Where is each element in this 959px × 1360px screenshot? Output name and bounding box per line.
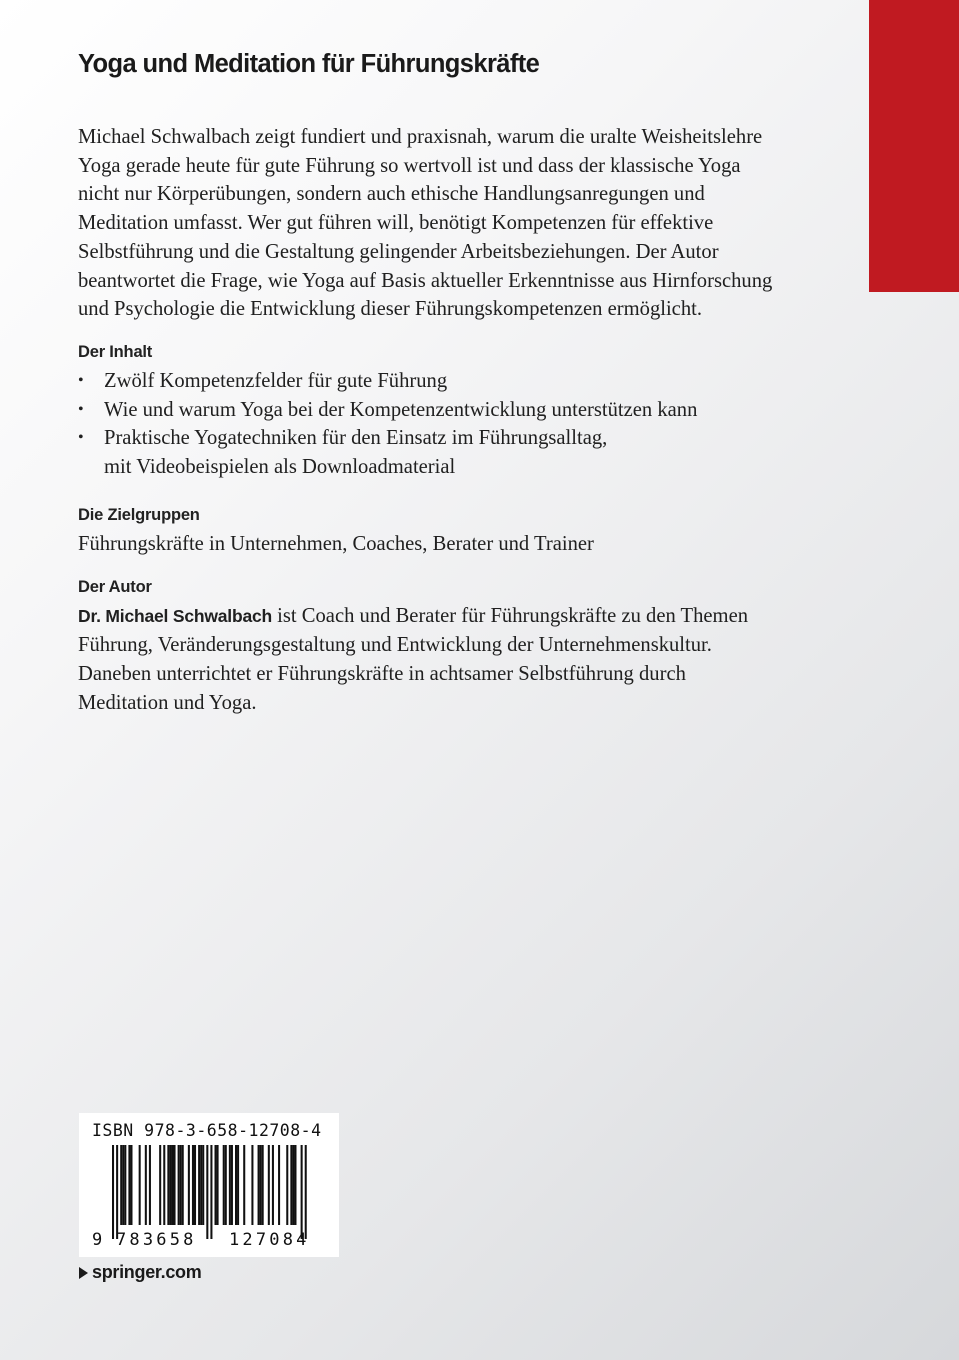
barcode-bar [200,1145,202,1225]
arrow-right-icon [79,1267,88,1279]
zielgruppen-text: Führungskräfte in Unternehmen, Coaches, Berater und Trainer [78,532,594,555]
barcode-bar [235,1145,237,1225]
barcode-bar [225,1145,227,1225]
inhalt-heading: Der Inhalt [78,342,153,361]
barcode-bar [272,1145,274,1225]
barcode-guard-bar [210,1145,212,1239]
barcode-bar [120,1145,122,1225]
barcode-bar [268,1145,270,1225]
barcode-bar [159,1145,161,1225]
list-item-text: Wie und warum Yoga bei der Kompetenzentwicklung unterstützen kann [104,398,698,421]
barcode-bar [124,1145,126,1225]
red-accent-bar [869,0,959,292]
intro-line: Selbstführung und die Gestaltung gelingender Arbeitsbeziehungen. Der Autor [78,240,719,263]
barcode-bar [145,1145,147,1225]
isbn-label: ISBN 978-3-658-12708-4 [92,1121,322,1140]
publisher-link[interactable] [79,1262,201,1283]
list-item [78,367,818,396]
barcode-bar [258,1145,260,1225]
barcode-bar [229,1145,231,1225]
list-item-text-continued: mit Videobeispielen als Downloadmaterial [104,456,456,479]
intro-line: und Psychologie die Entwicklung dieser Führungskompetenzen ermöglicht. [78,298,702,321]
autor-first-line-text: ist Coach und Berater für Führungskräfte zu den Themen [272,605,749,628]
barcode-guard-bar [206,1145,208,1239]
barcode-bar [278,1145,280,1225]
zielgruppen-heading: Die Zielgruppen [78,505,200,524]
barcode-bar [139,1145,141,1225]
barcode-bar [217,1145,219,1225]
website-text: springer.com [92,1262,202,1282]
autor-line: Daneben unterrichtet er Führungskräfte in achtsamer Selbstführung durch [78,662,686,685]
intro-line: nicht nur Körperübungen, sondern auch ethische Handlungsanregungen und [78,183,705,206]
barcode-bar [243,1145,245,1225]
barcode-bar [178,1145,180,1225]
barcode-bar [202,1145,204,1225]
intro-paragraph [78,123,818,324]
bullet-icon: • [78,400,84,418]
autor-line: Führung, Veränderungsgestaltung und Entwicklung der Unternehmenskultur. [78,634,712,657]
barcode-bar [167,1145,169,1225]
autor-heading: Der Autor [78,578,152,597]
barcode-guard-bar [116,1145,118,1239]
barcode-guard-bar [301,1145,303,1239]
barcode-bar [262,1145,264,1225]
autor-line: Meditation und Yoga. [78,691,257,714]
barcode-guard-bar [112,1145,114,1239]
barcode-bar [290,1145,292,1225]
barcode-guard-bar [305,1145,307,1239]
barcode-bar [122,1145,124,1225]
barcode-bar [188,1145,190,1225]
intro-line: Meditation umfasst. Wer gut führen will, benötigt Kompetenzen für effektive [78,212,714,235]
barcode-bar [251,1145,253,1225]
list-item-text: Praktische Yogatechniken für den Einsatz im Führungsalltag, [104,427,608,450]
barcode-bar [198,1145,200,1225]
autor-first-line [78,602,818,631]
barcode-bar [163,1145,165,1225]
intro-line: Yoga gerade heute für gute Führung so wertvoll ist und dass der klassische Yoga [78,154,741,177]
barcode-bar [174,1145,176,1225]
intro-line: beantwortet die Frage, wie Yoga auf Basis aktueller Erkenntnisse aus Hirnforschung [78,269,773,292]
autor-paragraph [78,602,818,717]
book-title: Yoga und Meditation für Führungskräfte [78,50,540,78]
barcode-bar [149,1145,151,1225]
ean-right-digits: 127084 [229,1230,310,1250]
inhalt-list [78,367,818,482]
barcode-bar [260,1145,262,1225]
barcode-bar [237,1145,239,1225]
isbn-barcode [79,1113,339,1257]
back-cover-content [78,44,818,717]
barcode-bar [180,1145,182,1225]
list-item [78,396,818,425]
barcode-bar [169,1145,171,1225]
barcode-bar [292,1145,294,1225]
barcode-bar [294,1145,296,1225]
barcode-bar [130,1145,132,1225]
barcode-bar [215,1145,217,1225]
author-name: Dr. Michael Schwalbach [78,606,273,627]
barcode-bar [128,1145,130,1225]
bullet-icon: • [78,371,84,389]
barcode-bar [171,1145,173,1225]
barcode-bar [223,1145,225,1225]
barcode-bar [231,1145,233,1225]
ean-left-digits: 783658 [116,1230,197,1250]
barcode-bar [286,1145,288,1225]
barcode-bar [192,1145,194,1225]
barcode-bar [182,1145,184,1225]
list-item-text: Zwölf Kompetenzfelder für gute Führung [104,369,448,392]
bullet-icon: • [78,429,84,447]
barcode-bar [194,1145,196,1225]
intro-line: Michael Schwalbach zeigt fundiert und praxisnah, warum die uralte Weisheitslehre [78,126,763,148]
list-item [78,424,818,481]
ean-first-digit: 9 [92,1230,103,1250]
